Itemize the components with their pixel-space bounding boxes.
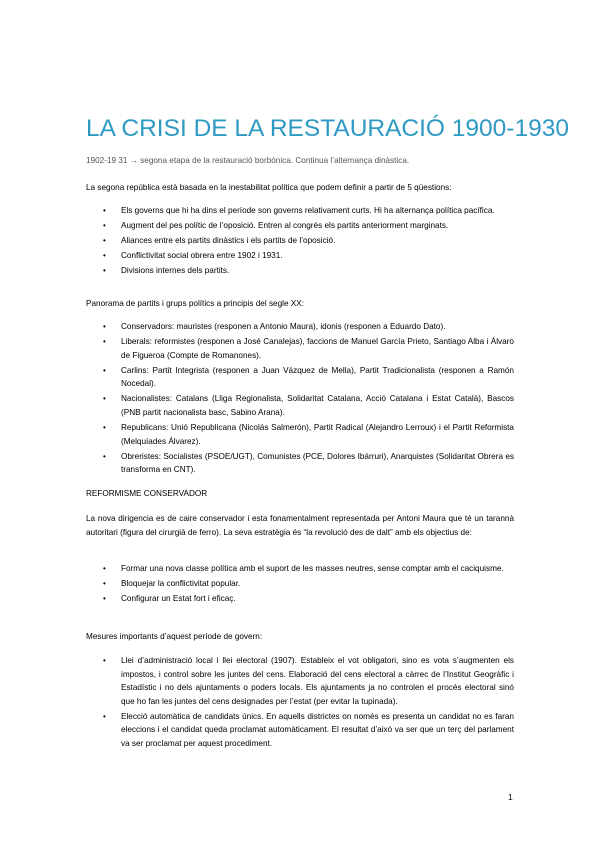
subtitle: 1902-19 31 → segona etapa de la restauració borbònica. Continua l’alternança dinàstica.: [86, 156, 410, 165]
bullet-icon: •: [103, 394, 106, 404]
measures-list: [86, 654, 514, 752]
page-number: 1: [508, 792, 513, 802]
bullet-icon: •: [103, 423, 106, 433]
bullet-icon: •: [103, 266, 106, 276]
list-item: • Liberals: reformistes (responen a José Canalejas), faccions de Manuel García Prieto, Santiago Alba i Álvaro de Figueroa (Compte de Romanones).: [103, 337, 514, 360]
bullet-icon: •: [103, 656, 106, 665]
bullet-icon: •: [103, 564, 106, 573]
list-item: • Aliances entre els partits dinàstics i els partits de l’oposició.: [86, 234, 514, 248]
list-item: • Llei d’administració local i llei electoral (1907). Estableix el vot obligatori, sino es vota s’augmenten els impostos, i control sobre les juntes del cens. Elaboració del cens electoral a càrrec de l’Institut Geogràfic i Estadístic i no dels ajuntaments o poders locals. Els ajuntaments ja no controlen el procés electoral sinó que ho fan les juntes del cens designades per l’estat (per evitar la tupinada).: [103, 656, 514, 706]
bullet-icon: •: [103, 711, 106, 721]
bullet-icon: •: [103, 579, 106, 589]
bullet-icon: •: [103, 365, 106, 375]
reform-paragraph: La nova dirigencia es de caire conservador i esta fonamentalment representada per Antoni Maura que té un tarannà autoritari (figura del cirurgià de ferro). La seva estratègia és “la revolució des de dalt” amb els objectius de:: [86, 514, 514, 537]
bullet-icon: •: [103, 322, 106, 331]
list-item: • Divisions internes dels partits.: [86, 264, 514, 278]
list-item: • Conservadors: mauristes (responen a Antonio Maura), idonis (responen a Eduardo Dato).: [86, 320, 514, 334]
list-item: • Obreristes: Socialistes (PSOE/UGT), Comunistes (PCE, Dolores Ibárruri), Anarquistes (Solidaritat Obrera es transforma en CNT).: [103, 451, 514, 475]
parties-list: [86, 320, 514, 479]
bullet-icon: •: [103, 594, 106, 604]
bullet-icon: •: [103, 236, 106, 246]
list-item: • Elecció automàtica de candidats únics. En aquells districtes on només es presenta un candidat no es faran eleccions i el candidat queda proclamat automàticament. El resultat d’això va ser que un terç del parlament va ser proclamat per aquest procediment.: [103, 711, 514, 749]
bullet-icon: •: [103, 251, 106, 261]
panorama-paragraph: Panorama de partits i grups polítics a principis del segle XX:: [86, 299, 304, 308]
bullet-icon: •: [103, 451, 106, 461]
list-item: • Els governs que hi ha dins el període son governs relativament curts. Hi ha alternança política pacífica.: [86, 204, 514, 218]
bullet-icon: •: [103, 206, 106, 215]
measures-paragraph: Mesures importants d’aquest període de govern:: [86, 632, 263, 641]
list-item: • Nacionalistes: Catalans (Lliga Regionalista, Solidaritat Catalana, Acció Catalana i Estat Català), Bascos (PNB partit nacionalista basc, Sabino Arana).: [103, 394, 514, 418]
list-item: • Formar una nova classe política amb el suport de les masses neutres, sense comptar amb el caciquisme.: [86, 562, 514, 576]
bullet-icon: •: [103, 221, 106, 231]
list-item: • Conflictivitat social obrera entre 1902 i 1931.: [86, 249, 514, 263]
list-item: • Republicans: Unió Republicana (Nicolás Salmerón), Partit Radical (Alejandro Lerroux) i el Partit Reformista (Melquíades Álvarez).: [103, 423, 514, 446]
list-item: • Configurar un Estat fort i eficaç.: [86, 592, 514, 606]
page-title: LA CRISI DE LA RESTAURACIÓ 1900-1930: [86, 115, 569, 142]
list-item: • Bloquejar la conflictivitat popular.: [86, 577, 514, 591]
bullet-icon: •: [103, 337, 106, 347]
intro-paragraph: La segona república està basada en la inestabilitat política que podem definir a partir de 5 qüestions:: [86, 183, 452, 192]
section-heading: REFORMISME CONSERVADOR: [86, 489, 208, 498]
questions-list: [86, 204, 514, 279]
list-item: • Carlins: Partit Integrista (responen a Juan Vázquez de Mella), Partit Tradicionalista (responen a Ramón Nocedal).: [103, 365, 514, 389]
objectives-list: [86, 562, 514, 607]
list-item: • Augment del pes polític de l’oposició. Entren al congrés els partits anteriorment marginats.: [86, 219, 514, 233]
